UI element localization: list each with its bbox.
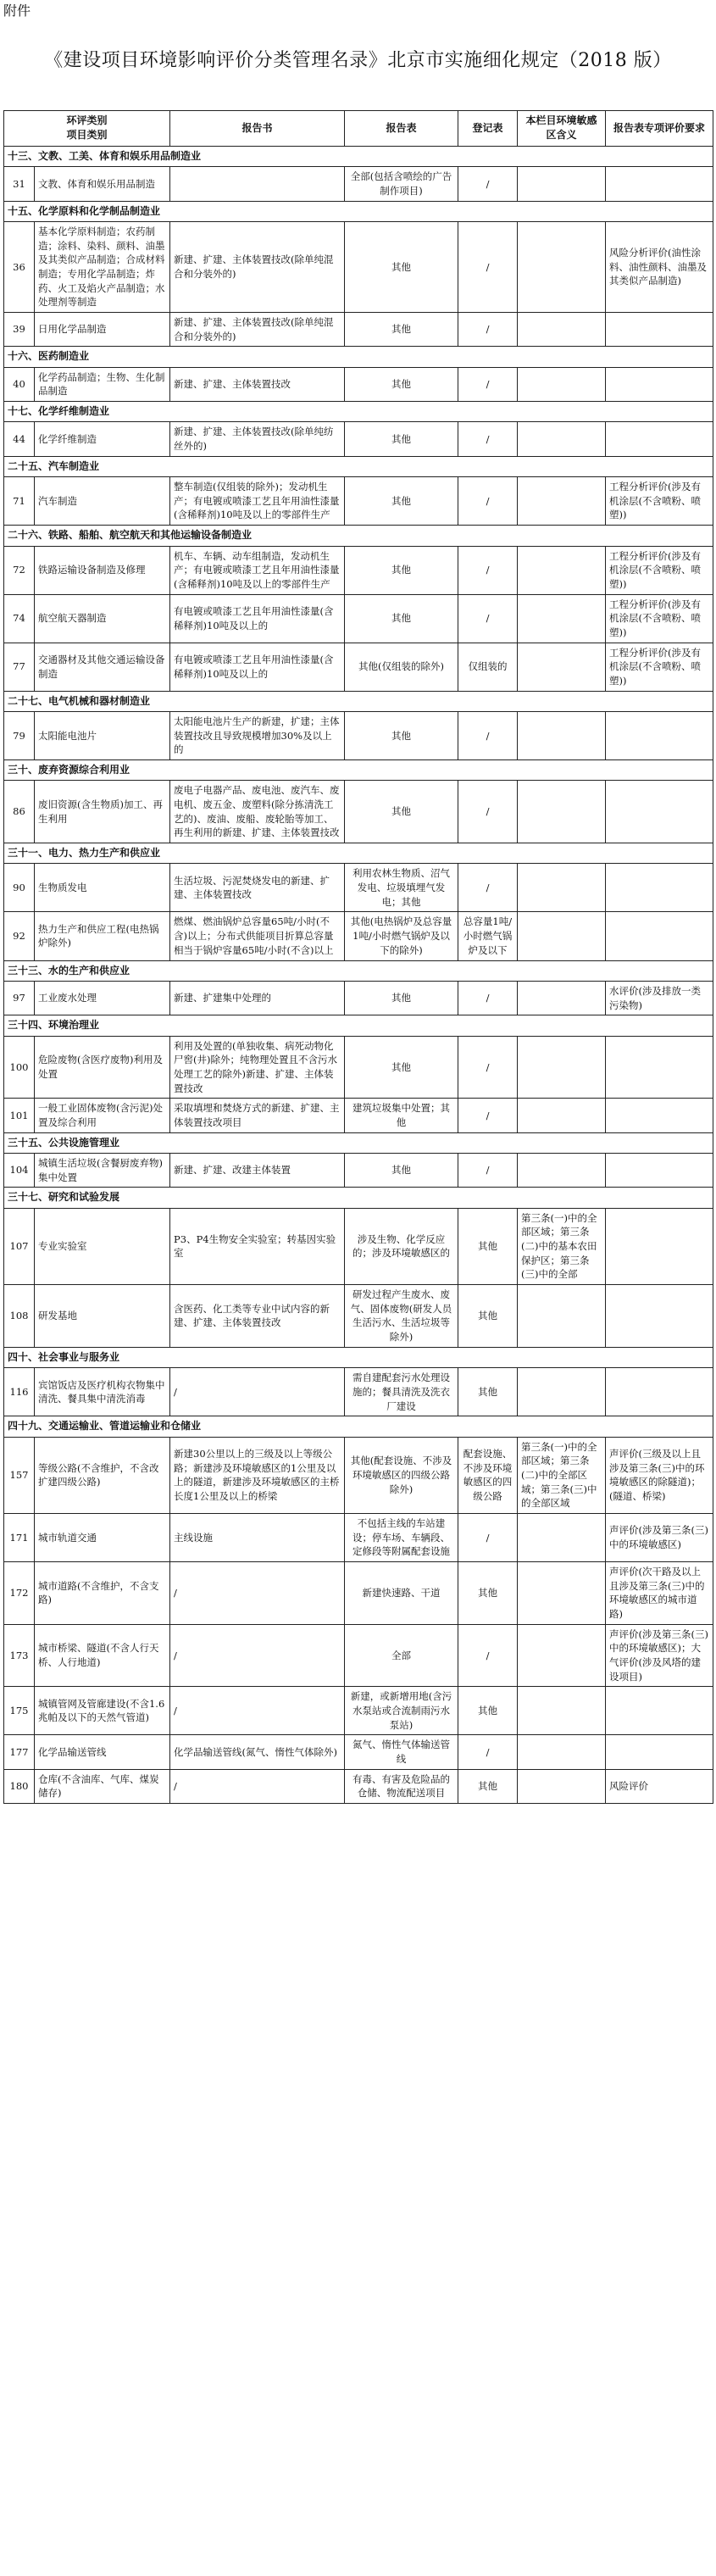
table-row xyxy=(4,1562,713,1625)
row-number: 31 xyxy=(4,167,35,201)
sensitive-area-cell xyxy=(518,1285,606,1348)
section-row xyxy=(4,843,713,864)
sensitive-area-cell xyxy=(518,1769,606,1803)
report-book-cell: 有电镀或喷漆工艺且年用油性漆量(含稀释剂)10吨及以上的 xyxy=(170,643,345,691)
sensitive-area-cell: 第三条(一)中的全部区域；第三条(二)中的全部区域；第三条(三)中的全部区域 xyxy=(518,1437,606,1513)
report-book-cell: 生活垃圾、污泥焚烧发电的新建、扩建、主体装置技改 xyxy=(170,864,345,912)
section-row xyxy=(4,146,713,166)
header-registration-table: 登记表 xyxy=(458,111,518,147)
registration-cell: / xyxy=(458,221,518,312)
table-row xyxy=(4,912,713,960)
table-row xyxy=(4,1513,713,1561)
report-table-cell: 全部 xyxy=(345,1624,458,1687)
report-book-cell: 含医药、化工类等专业中试内容的新建、扩建、主体装置技改 xyxy=(170,1285,345,1348)
sensitive-area-cell xyxy=(518,912,606,960)
report-table-cell: 其他 xyxy=(345,312,458,346)
section-title: 三十一、电力、热力生产和供应业 xyxy=(4,843,713,864)
table-row xyxy=(4,781,713,843)
sensitive-area-cell xyxy=(518,1036,606,1099)
report-book-cell: / xyxy=(170,1687,345,1735)
report-book-cell: / xyxy=(170,1368,345,1416)
special-eval-cell: 工程分析评价(涉及有机涂层(不含喷粉、喷塑)) xyxy=(606,477,713,526)
sensitive-area-cell xyxy=(518,167,606,201)
section-row xyxy=(4,347,713,367)
special-eval-cell: 声评价(次干路及以上且涉及第三条(三)中的环境敏感区的城市道路) xyxy=(606,1562,713,1625)
project-category: 生物质发电 xyxy=(35,864,170,912)
special-eval-cell xyxy=(606,367,713,401)
registration-cell: / xyxy=(458,422,518,456)
row-number: 173 xyxy=(4,1624,35,1687)
section-row xyxy=(4,960,713,981)
table-row xyxy=(4,594,713,643)
table-row xyxy=(4,1769,713,1803)
table-row xyxy=(4,1154,713,1188)
row-number: 172 xyxy=(4,1562,35,1625)
report-table-cell: 其他 xyxy=(345,711,458,759)
title-line-1: 《建设项目环境影响评价分类管理名录》北京市实施细化规定 xyxy=(44,50,559,71)
section-row xyxy=(4,1416,713,1437)
project-category: 热力生产和供应工程(电热锅炉除外) xyxy=(35,912,170,960)
section-row xyxy=(4,1132,713,1153)
section-title: 十五、化学原料和化学制品制造业 xyxy=(4,201,713,221)
registration-cell: / xyxy=(458,1036,518,1099)
report-table-cell: 涉及生物、化学反应的；涉及环境敏感区的 xyxy=(345,1208,458,1284)
special-eval-cell xyxy=(606,422,713,456)
special-eval-cell xyxy=(606,912,713,960)
registration-cell: 仅组装的 xyxy=(458,643,518,691)
header-report-book: 报告书 xyxy=(170,111,345,147)
project-category: 汽车制造 xyxy=(35,477,170,526)
table-row xyxy=(4,422,713,456)
report-book-cell: 太阳能电池片生产的新建，扩建；主体装置技改且导致规模增加30%及以上的 xyxy=(170,711,345,759)
report-table-cell: 新建快速路、干道 xyxy=(345,1562,458,1625)
section-title: 十三、文教、工美、体育和娱乐用品制造业 xyxy=(4,146,713,166)
table-row xyxy=(4,167,713,201)
report-book-cell: / xyxy=(170,1769,345,1803)
sensitive-area-cell xyxy=(518,1513,606,1561)
row-number: 39 xyxy=(4,312,35,346)
registration-cell: 其他 xyxy=(458,1687,518,1735)
table-row xyxy=(4,221,713,312)
special-eval-cell xyxy=(606,864,713,912)
report-table-cell: 其他 xyxy=(345,594,458,643)
report-book-cell: 新建、扩建、主体装置技改(除单纯混合和分装外的) xyxy=(170,221,345,312)
project-category: 专业实验室 xyxy=(35,1208,170,1284)
special-eval-cell: 声评价(三级及以上且涉及第三条(三)中的环境敏感区的除隧道)；(隧道、桥梁) xyxy=(606,1437,713,1513)
report-table-cell: 建筑垃圾集中处置；其他 xyxy=(345,1099,458,1132)
special-eval-cell: 工程分析评价(涉及有机涂层(不含喷粉、喷塑)) xyxy=(606,594,713,643)
sensitive-area-cell xyxy=(518,221,606,312)
registration-cell: / xyxy=(458,1099,518,1132)
registration-cell: / xyxy=(458,312,518,346)
registration-cell: 总容量1吨/小时燃气锅炉及以下 xyxy=(458,912,518,960)
table-row xyxy=(4,1437,713,1513)
sensitive-area-cell xyxy=(518,546,606,594)
section-row xyxy=(4,201,713,221)
report-table-cell: 其他(仅组装的除外) xyxy=(345,643,458,691)
row-number: 101 xyxy=(4,1099,35,1132)
report-table-cell: 不包括主线的车站建设；停车场、车辆段、定修段等附属配套设施 xyxy=(345,1513,458,1561)
row-number: 107 xyxy=(4,1208,35,1284)
project-category: 太阳能电池片 xyxy=(35,711,170,759)
project-category: 交通器材及其他交通运输设备制造 xyxy=(35,643,170,691)
header-category-top: 环评类别 xyxy=(66,114,108,126)
project-category: 仓库(不含油库、气库、煤炭储存) xyxy=(35,1769,170,1803)
special-eval-cell: 风险评价 xyxy=(606,1769,713,1803)
report-table-cell: 其他 xyxy=(345,981,458,1015)
report-book-cell: P3、P4生物安全实验室；转基因实验室 xyxy=(170,1208,345,1284)
report-book-cell: 新建、扩建、改建主体装置 xyxy=(170,1154,345,1188)
table-row xyxy=(4,1735,713,1769)
registration-cell: / xyxy=(458,477,518,526)
row-number: 108 xyxy=(4,1285,35,1348)
special-eval-cell xyxy=(606,711,713,759)
report-table-cell: 其他(电热锅炉及总容量1吨/小时燃气锅炉及以下的除外) xyxy=(345,912,458,960)
project-category: 化学药品制造；生物、生化制品制造 xyxy=(35,367,170,401)
section-title: 二十六、铁路、船舶、航空航天和其他运输设备制造业 xyxy=(4,526,713,546)
section-row xyxy=(4,456,713,476)
table-row xyxy=(4,367,713,401)
document-title xyxy=(0,46,716,72)
row-number: 86 xyxy=(4,781,35,843)
special-eval-cell xyxy=(606,1285,713,1348)
registration-cell: / xyxy=(458,781,518,843)
project-category: 日用化学品制造 xyxy=(35,312,170,346)
special-eval-cell xyxy=(606,1154,713,1188)
table-row xyxy=(4,1368,713,1416)
project-category: 城镇管网及管廊建设(不含1.6兆帕及以下的天然气管道) xyxy=(35,1687,170,1735)
registration-cell: / xyxy=(458,864,518,912)
special-eval-cell: 声评价(涉及第三条(三)中的环境敏感区) xyxy=(606,1513,713,1561)
sensitive-area-cell xyxy=(518,1687,606,1735)
report-book-cell: 有电镀或喷漆工艺且年用油性漆量(含稀释剂)10吨及以上的 xyxy=(170,594,345,643)
project-category: 废旧资源(含生物质)加工、再生利用 xyxy=(35,781,170,843)
project-category: 化学品输送管线 xyxy=(35,1735,170,1769)
section-title: 二十七、电气机械和器材制造业 xyxy=(4,691,713,711)
registration-cell: / xyxy=(458,367,518,401)
row-number: 44 xyxy=(4,422,35,456)
section-title: 三十七、研究和试验发展 xyxy=(4,1188,713,1208)
registration-cell: 其他 xyxy=(458,1285,518,1348)
registration-cell: 其他 xyxy=(458,1368,518,1416)
report-book-cell: 利用及处置的(单独收集、病死动物化尸窖(井)除外；纯物理处置且不含污水处理工艺的除外)新建、扩建、主体装置技改 xyxy=(170,1036,345,1099)
header-category-bottom: 项目类别 xyxy=(66,129,108,142)
report-book-cell: 采取填埋和焚烧方式的新建、扩建、主体装置技改项目 xyxy=(170,1099,345,1132)
special-eval-cell xyxy=(606,1735,713,1769)
section-title: 三十四、环境治理业 xyxy=(4,1015,713,1036)
sensitive-area-cell xyxy=(518,594,606,643)
special-eval-cell xyxy=(606,1687,713,1735)
row-number: 90 xyxy=(4,864,35,912)
registration-cell: / xyxy=(458,981,518,1015)
section-row xyxy=(4,1015,713,1036)
special-eval-cell: 工程分析评价(涉及有机涂层(不含喷粉、喷塑)) xyxy=(606,643,713,691)
section-row xyxy=(4,1347,713,1367)
section-title: 十六、医药制造业 xyxy=(4,347,713,367)
row-number: 74 xyxy=(4,594,35,643)
project-category: 等级公路(不含维护，不含改扩建四级公路) xyxy=(35,1437,170,1513)
row-number: 100 xyxy=(4,1036,35,1099)
header-special-eval: 报告表专项评价要求 xyxy=(606,111,713,147)
report-book-cell: 新建、扩建、主体装置技改(除单纯混合和分装外的) xyxy=(170,312,345,346)
registration-cell: 其他 xyxy=(458,1208,518,1284)
sensitive-area-cell xyxy=(518,1368,606,1416)
report-table-cell: 其他 xyxy=(345,546,458,594)
row-number: 92 xyxy=(4,912,35,960)
special-eval-cell: 声评价(涉及第三条(三)中的环境敏感区)；大气评价(涉及风塔的建设项目) xyxy=(606,1624,713,1687)
sensitive-area-cell xyxy=(518,1624,606,1687)
registration-cell: 配套设施、不涉及环境敏感区的四级公路 xyxy=(458,1437,518,1513)
row-number: 177 xyxy=(4,1735,35,1769)
project-category: 危险废物(含医疗废物)利用及处置 xyxy=(35,1036,170,1099)
section-row xyxy=(4,760,713,781)
table-row xyxy=(4,864,713,912)
table-row xyxy=(4,546,713,594)
section-title: 三十三、水的生产和供应业 xyxy=(4,960,713,981)
report-table-cell: 利用农林生物质、沼气发电、垃圾填埋气发电；其他 xyxy=(345,864,458,912)
registration-cell: / xyxy=(458,711,518,759)
title-line-2: （2018 版） xyxy=(558,50,672,71)
sensitive-area-cell xyxy=(518,864,606,912)
special-eval-cell xyxy=(606,781,713,843)
special-eval-cell: 水评价(涉及排放一类污染物) xyxy=(606,981,713,1015)
table-body xyxy=(4,146,713,1803)
row-number: 175 xyxy=(4,1687,35,1735)
report-table-cell: 氮气、惰性气体输送管线 xyxy=(345,1735,458,1769)
sensitive-area-cell xyxy=(518,643,606,691)
section-title: 四十、社会事业与服务业 xyxy=(4,1347,713,1367)
row-number: 72 xyxy=(4,546,35,594)
table-row xyxy=(4,1624,713,1687)
special-eval-cell xyxy=(606,312,713,346)
table-header-row xyxy=(4,111,713,147)
section-title: 四十九、交通运输业、管道运输业和仓储业 xyxy=(4,1416,713,1437)
report-book-cell: 新建、扩建、主体装置技改 xyxy=(170,367,345,401)
sensitive-area-cell xyxy=(518,1562,606,1625)
sensitive-area-cell xyxy=(518,477,606,526)
row-number: 40 xyxy=(4,367,35,401)
report-book-cell: / xyxy=(170,1624,345,1687)
row-number: 104 xyxy=(4,1154,35,1188)
sensitive-area-cell xyxy=(518,312,606,346)
report-book-cell: 废电子电器产品、废电池、废汽车、废电机、废五金、废塑料(除分拣清洗工艺的)、废油、废船、废轮胎等加工、再生利用的新建、扩建、主体装置技改 xyxy=(170,781,345,843)
project-category: 城镇生活垃圾(含餐厨废弃物)集中处置 xyxy=(35,1154,170,1188)
section-row xyxy=(4,691,713,711)
report-book-cell: 整车制造(仅组装的除外)；发动机生产；有电镀或喷漆工艺且年用油性漆量(含稀释剂)10吨及以上的零部件生产 xyxy=(170,477,345,526)
report-book-cell: 主线设施 xyxy=(170,1513,345,1561)
project-category: 铁路运输设备制造及修理 xyxy=(35,546,170,594)
sensitive-area-cell xyxy=(518,981,606,1015)
row-number: 97 xyxy=(4,981,35,1015)
section-title: 三十五、公共设施管理业 xyxy=(4,1132,713,1153)
special-eval-cell xyxy=(606,1208,713,1284)
report-table-cell: 其他 xyxy=(345,221,458,312)
registration-cell: / xyxy=(458,546,518,594)
table-row xyxy=(4,1687,713,1735)
row-number: 157 xyxy=(4,1437,35,1513)
sensitive-area-cell: 第三条(一)中的全部区域；第三条(二)中的基本农田保护区；第三条(三)中的全部 xyxy=(518,1208,606,1284)
report-book-cell: 新建、扩建集中处理的 xyxy=(170,981,345,1015)
report-table-cell: 研发过程产生废水、废气、固体废物(研发人员生活污水、生活垃圾等除外) xyxy=(345,1285,458,1348)
sensitive-area-cell xyxy=(518,422,606,456)
header-sensitive-area: 本栏目环境敏感区含义 xyxy=(518,111,606,147)
report-book-cell: 新建30公里以上的三级及以上等级公路；新建涉及环境敏感区的1公里及以上的隧道，新建涉及环境敏感区的主桥长度1公里及以上的桥梁 xyxy=(170,1437,345,1513)
table-row xyxy=(4,1036,713,1099)
project-category: 化学纤维制造 xyxy=(35,422,170,456)
report-table-cell: 其他(配套设施、不涉及环境敏感区的四级公路除外) xyxy=(345,1437,458,1513)
report-book-cell: 新建、扩建、主体装置技改(除单纯纺丝外的) xyxy=(170,422,345,456)
header-report-table: 报告表 xyxy=(345,111,458,147)
registration-cell: / xyxy=(458,1735,518,1769)
sensitive-area-cell xyxy=(518,367,606,401)
project-category: 航空航天器制造 xyxy=(35,594,170,643)
row-number: 116 xyxy=(4,1368,35,1416)
row-number: 180 xyxy=(4,1769,35,1803)
report-book-cell: 化学品输送管线(氮气、惰性气体除外) xyxy=(170,1735,345,1769)
section-title: 十七、化学纤维制造业 xyxy=(4,402,713,422)
sensitive-area-cell xyxy=(518,711,606,759)
table-row xyxy=(4,981,713,1015)
special-eval-cell xyxy=(606,167,713,201)
table-row xyxy=(4,312,713,346)
registration-cell: 其他 xyxy=(458,1562,518,1625)
report-table-cell: 全部(包括含喷绘的广告制作项目) xyxy=(345,167,458,201)
section-row xyxy=(4,526,713,546)
table-row xyxy=(4,477,713,526)
report-table-cell: 其他 xyxy=(345,781,458,843)
project-category: 文教、体育和娱乐用品制造 xyxy=(35,167,170,201)
special-eval-cell: 工程分析评价(涉及有机涂层(不含喷粉、喷塑)) xyxy=(606,546,713,594)
report-book-cell: 机车、车辆、动车组制造，发动机生产；有电镀或喷漆工艺且年用油性漆量(含稀释剂)10吨及以上的零部件生产 xyxy=(170,546,345,594)
report-book-cell: / xyxy=(170,1562,345,1625)
attachment-label: 附件 xyxy=(3,3,31,19)
registration-cell: / xyxy=(458,1624,518,1687)
registration-cell: 其他 xyxy=(458,1769,518,1803)
project-category: 一般工业固体废物(含污泥)处置及综合利用 xyxy=(35,1099,170,1132)
report-book-cell xyxy=(170,167,345,201)
registration-cell: / xyxy=(458,1513,518,1561)
sensitive-area-cell xyxy=(518,1154,606,1188)
report-table-cell: 其他 xyxy=(345,1036,458,1099)
row-number: 171 xyxy=(4,1513,35,1561)
section-row xyxy=(4,402,713,422)
project-category: 基本化学原料制造；农药制造；涂料、染料、颜料、油墨及其类似产品制造；合成材料制造；专用化学品制造；炸药、火工及焰火产品制造；水处理剂等制造 xyxy=(35,221,170,312)
report-table-cell: 其他 xyxy=(345,422,458,456)
project-category: 城市轨道交通 xyxy=(35,1513,170,1561)
section-title: 二十五、汽车制造业 xyxy=(4,456,713,476)
project-category: 城市桥梁、隧道(不含人行天桥、人行地道) xyxy=(35,1624,170,1687)
header-category xyxy=(4,111,170,147)
report-table-cell: 其他 xyxy=(345,477,458,526)
report-book-cell: 燃煤、燃油锅炉总容量65吨/小时(不含)以上；分布式供能项目折算总容量相当于锅炉容量65吨/小时(不含)以上 xyxy=(170,912,345,960)
table-row xyxy=(4,1099,713,1132)
table-row xyxy=(4,711,713,759)
sensitive-area-cell xyxy=(518,781,606,843)
row-number: 36 xyxy=(4,221,35,312)
registration-cell: / xyxy=(458,167,518,201)
section-row xyxy=(4,1188,713,1208)
report-table-cell: 需自建配套污水处理设施的；餐具清洗及洗衣厂建设 xyxy=(345,1368,458,1416)
special-eval-cell: 风险分析评价(油性涂料、油性颜料、油墨及其类似产品制造) xyxy=(606,221,713,312)
report-table-cell: 有毒、有害及危险品的仓储、物流配送项目 xyxy=(345,1769,458,1803)
row-number: 79 xyxy=(4,711,35,759)
special-eval-cell xyxy=(606,1036,713,1099)
special-eval-cell xyxy=(606,1099,713,1132)
registration-cell: / xyxy=(458,594,518,643)
report-table-cell: 其他 xyxy=(345,367,458,401)
project-category: 研发基地 xyxy=(35,1285,170,1348)
classification-table xyxy=(3,110,713,1804)
section-title: 三十、废弃资源综合利用业 xyxy=(4,760,713,781)
row-number: 77 xyxy=(4,643,35,691)
project-category: 宾馆饭店及医疗机构衣物集中清洗、餐具集中清洗消毒 xyxy=(35,1368,170,1416)
sensitive-area-cell xyxy=(518,1099,606,1132)
report-table-cell: 新建，或新增用地(含污水泵站或合流制雨污水泵站) xyxy=(345,1687,458,1735)
project-category: 城市道路(不含维护，不含支路) xyxy=(35,1562,170,1625)
table-row xyxy=(4,1208,713,1284)
row-number: 71 xyxy=(4,477,35,526)
project-category: 工业废水处理 xyxy=(35,981,170,1015)
special-eval-cell xyxy=(606,1368,713,1416)
sensitive-area-cell xyxy=(518,1735,606,1769)
table-row xyxy=(4,643,713,691)
registration-cell: / xyxy=(458,1154,518,1188)
table-row xyxy=(4,1285,713,1348)
report-table-cell: 其他 xyxy=(345,1154,458,1188)
